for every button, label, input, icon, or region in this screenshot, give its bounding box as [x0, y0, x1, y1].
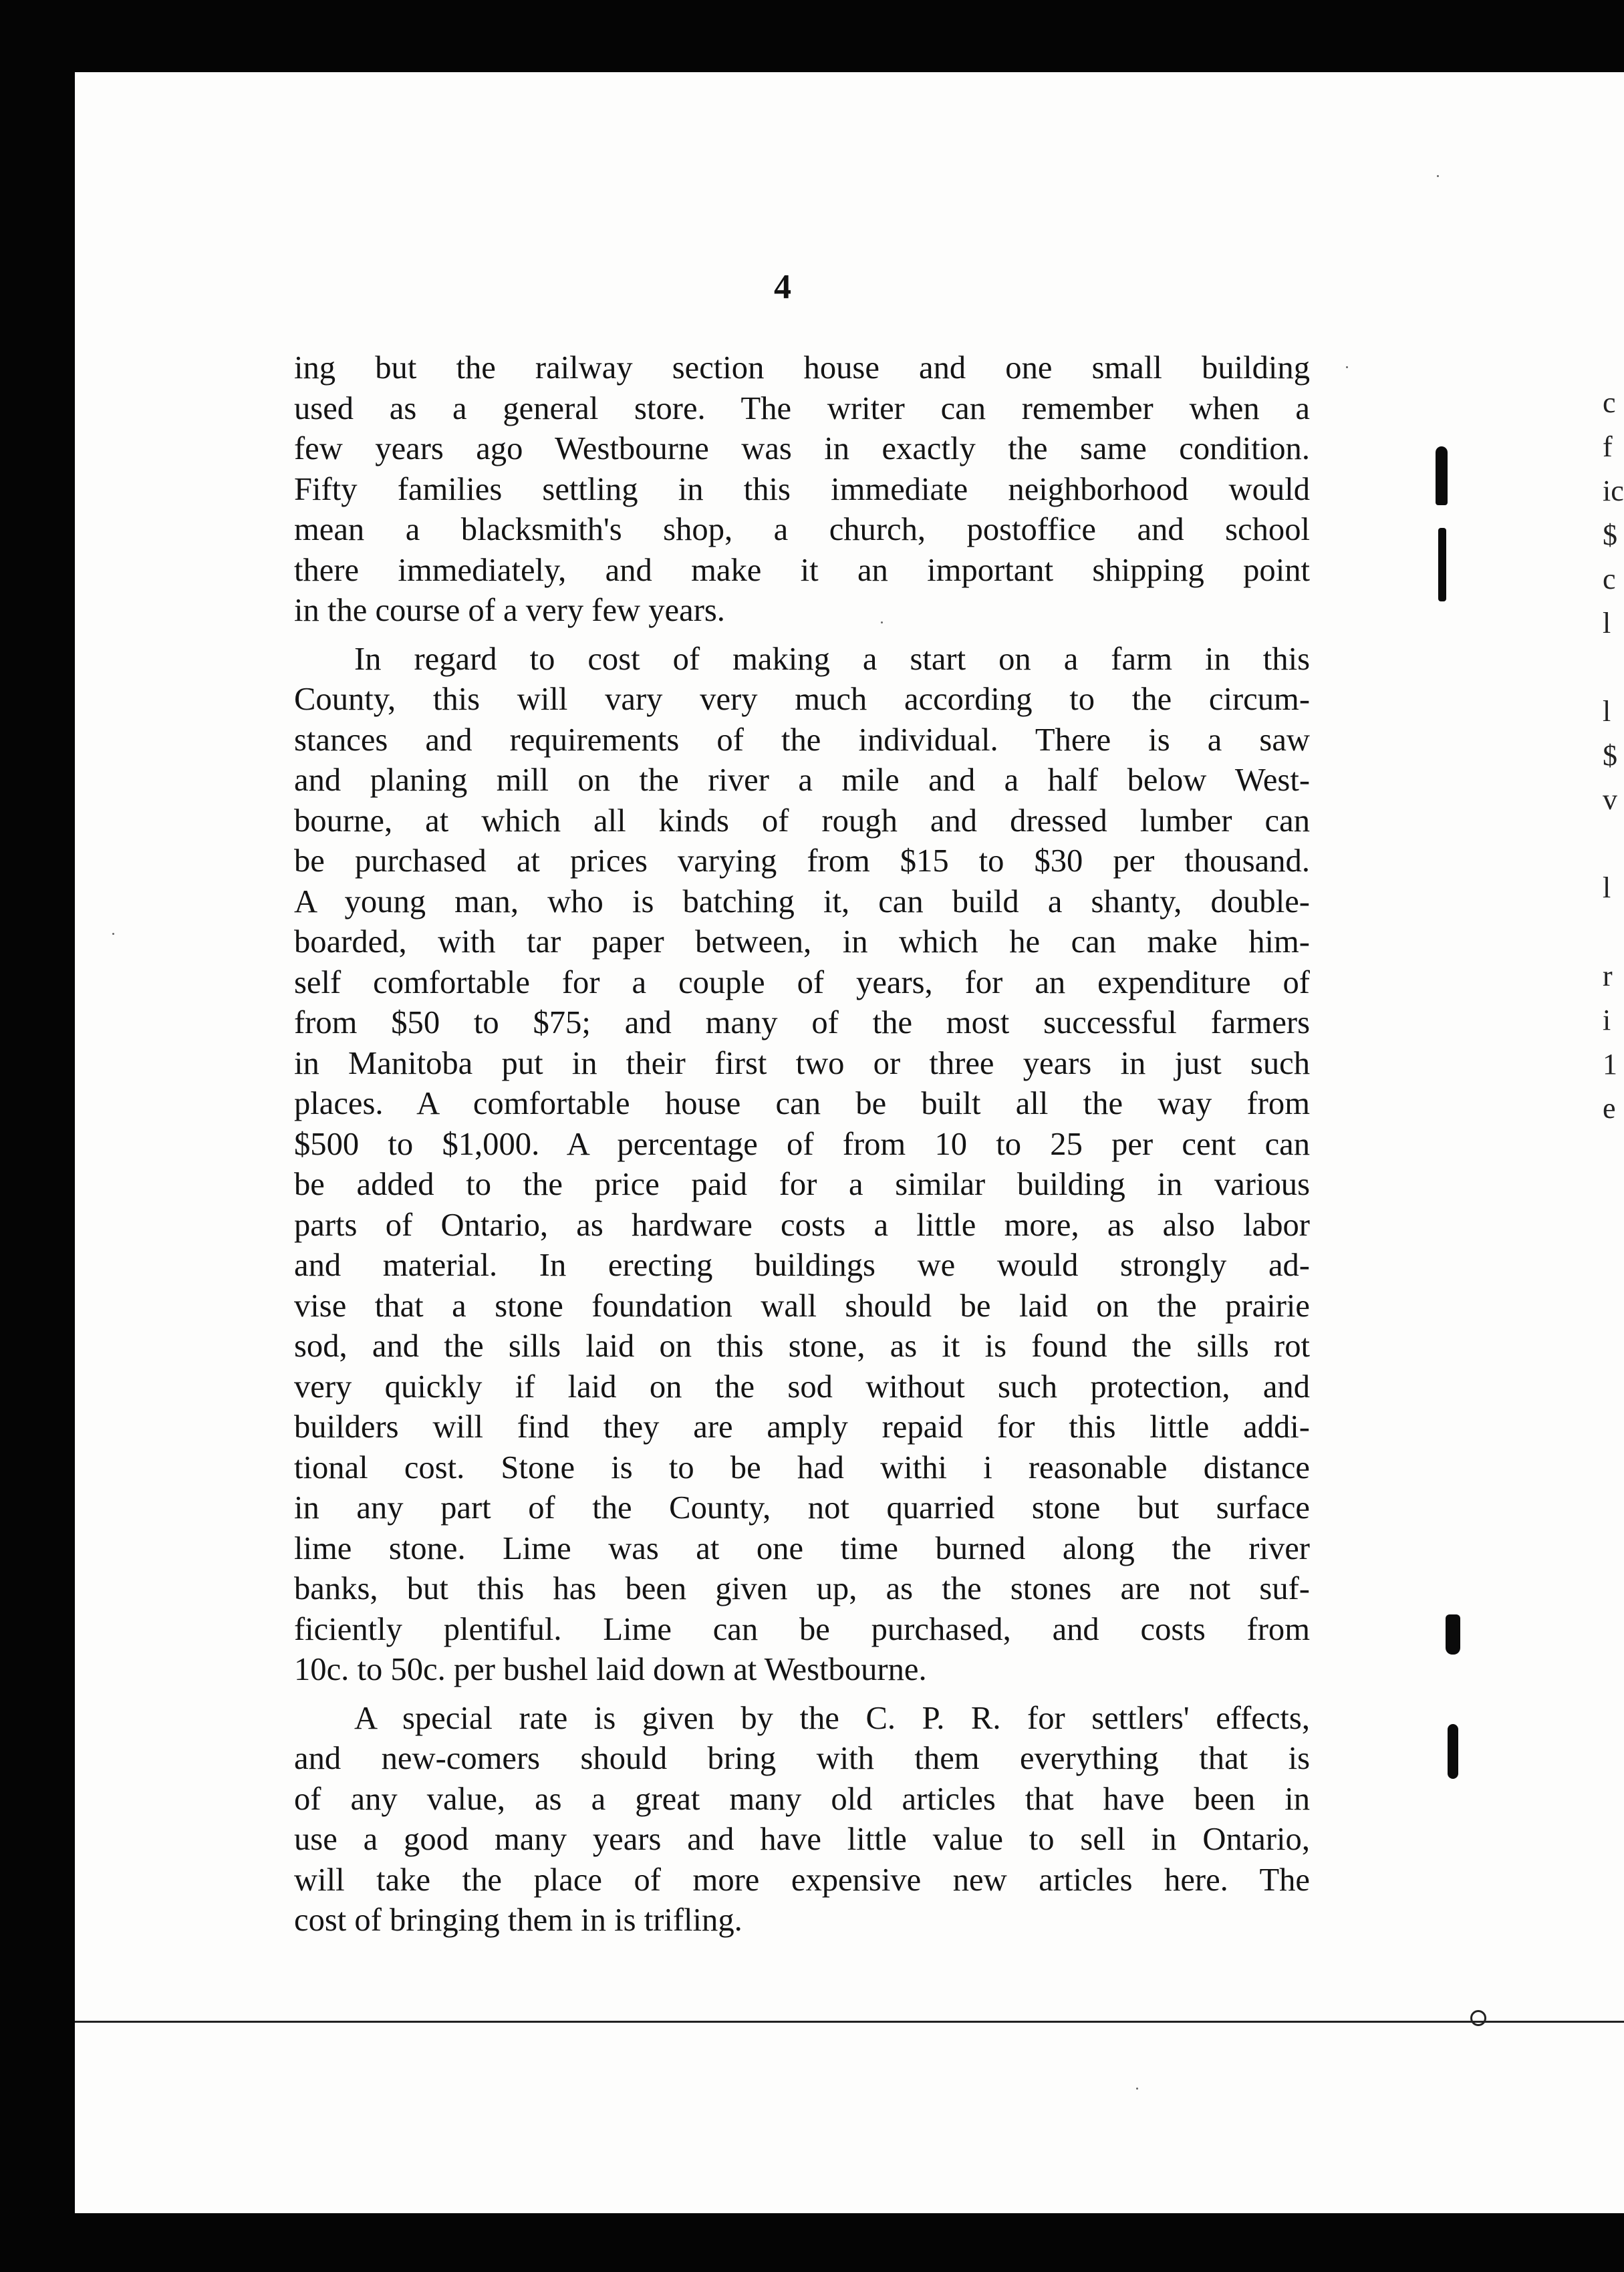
- page-number: 4: [774, 268, 791, 306]
- text-line: parts of Ontario, as hardware costs a little more, as also labor: [294, 1206, 1310, 1243]
- scan-artifact-line: [75, 2021, 1624, 2023]
- text-line: sod, and the sills laid on this stone, as it is found the sills rot: [294, 1328, 1310, 1364]
- text-line: In regard to cost of making a start on a farm in this: [354, 640, 1310, 677]
- speck: [1136, 2088, 1138, 2090]
- margin-fragment: l: [1603, 607, 1611, 640]
- paragraph: [294, 639, 1310, 1690]
- text-line: and new-comers should bring with them everything that is: [294, 1740, 1310, 1776]
- margin-fragment: $: [1603, 519, 1617, 551]
- margin-fragment: c: [1603, 386, 1616, 419]
- margin-fragment: c: [1603, 563, 1616, 595]
- ink-mark: [1448, 1724, 1458, 1779]
- paragraph-gap: [294, 631, 1310, 639]
- punch-hole-mark: [1470, 2010, 1486, 2026]
- adjacent-page-margin-text: [1603, 381, 1624, 1131]
- margin-fragment: [1603, 910, 1624, 954]
- text-line: bourne, at which all kinds of rough and dressed lumber can: [294, 802, 1310, 839]
- text-line: in Manitoba put in their first two or three years in just such: [294, 1044, 1310, 1081]
- margin-fragment: [1603, 822, 1624, 866]
- text-line: boarded, with tar paper between, in which he can make him-: [294, 924, 1310, 960]
- text-line: places. A comfortable house can be built all the way from: [294, 1085, 1310, 1121]
- text-line: County, this will vary very much according to the circum-: [294, 681, 1310, 717]
- margin-fragment: r: [1603, 960, 1613, 992]
- text-line: 10c. to 50c. per bushel laid down at Westbourne.: [294, 1651, 927, 1687]
- text-line: $500 to $1,000. A percentage of from 10 to 25 per cent can: [294, 1125, 1310, 1162]
- margin-fragment: i: [1603, 1004, 1611, 1036]
- text-line: A young man, who is batching it, can build a shanty, double-: [294, 883, 1310, 919]
- text-line: ficiently plentiful. Lime can be purchased, and costs from: [294, 1610, 1310, 1647]
- paragraph-gap: [294, 1690, 1310, 1698]
- margin-fragment: ic: [1603, 474, 1624, 507]
- text-line: lime stone. Lime was at one time burned along the river: [294, 1530, 1310, 1566]
- scan-border-top: [0, 0, 1624, 72]
- ink-mark: [1436, 446, 1448, 505]
- text-line: of any value, as a great many old articles that have been in: [294, 1780, 1310, 1817]
- text-line: self comfortable for a couple of years, for an expenditure of: [294, 964, 1310, 1000]
- speck: [1346, 366, 1348, 368]
- text-line: Fifty families settling in this immediate neighborhood would: [294, 470, 1310, 507]
- text-line: cost of bringing them in is trifling.: [294, 1902, 742, 1938]
- text-line: in the course of a very few years.: [294, 592, 725, 628]
- speck: [881, 621, 883, 623]
- text-line: few years ago Westbourne was in exactly the same condition.: [294, 430, 1310, 466]
- text-line: use a good many years and have little value to sell in Ontario,: [294, 1821, 1310, 1857]
- text-line: A special rate is given by the C. P. R. for settlers' effects,: [354, 1699, 1310, 1736]
- text-line: builders will find they are amply repaid for this little addi-: [294, 1409, 1310, 1445]
- speck: [1437, 175, 1439, 177]
- document-body: [294, 347, 1310, 1941]
- scan-border-left: [0, 0, 75, 2272]
- text-line: be purchased at prices varying from $15 to $30 per thousand.: [294, 843, 1310, 879]
- text-line: be added to the price paid for a similar building in various: [294, 1166, 1310, 1202]
- text-line: ing but the railway section house and one small building: [294, 349, 1310, 386]
- paragraph: [294, 347, 1310, 631]
- text-line: and material. In erecting buildings we would strongly ad-: [294, 1247, 1310, 1283]
- speck: [112, 933, 114, 935]
- ink-mark: [1438, 528, 1446, 601]
- text-line: tional cost. Stone is to be had withi i reasonable distance: [294, 1449, 1310, 1485]
- text-line: banks, but this has been given up, as the stones are not suf-: [294, 1570, 1310, 1606]
- text-line: there immediately, and make it an important shipping point: [294, 551, 1310, 588]
- scan-border-bottom: [0, 2213, 1624, 2272]
- paragraph: [294, 1698, 1310, 1941]
- margin-fragment: 1: [1603, 1048, 1617, 1081]
- text-line: from $50 to $75; and many of the most successful farmers: [294, 1004, 1310, 1040]
- margin-fragment: v: [1603, 783, 1617, 816]
- margin-fragment: l: [1603, 871, 1611, 904]
- text-line: stances and requirements of the individual. There is a saw: [294, 721, 1310, 758]
- text-line: used as a general store. The writer can remember when a: [294, 390, 1310, 426]
- text-line: very quickly if laid on the sod without such protection, and: [294, 1368, 1310, 1405]
- ink-mark: [1446, 1614, 1460, 1655]
- text-line: in any part of the County, not quarried stone but surface: [294, 1489, 1310, 1526]
- margin-fragment: l: [1603, 695, 1611, 728]
- margin-fragment: f: [1603, 430, 1613, 463]
- text-line: will take the place of more expensive new articles here. The: [294, 1861, 1310, 1898]
- text-line: and planing mill on the river a mile and a half below West-: [294, 762, 1310, 798]
- text-line: mean a blacksmith's shop, a church, postoffice and school: [294, 511, 1310, 547]
- text-line: vise that a stone foundation wall should be laid on the prairie: [294, 1287, 1310, 1324]
- margin-fragment: [1603, 646, 1624, 690]
- margin-fragment: e: [1603, 1092, 1616, 1125]
- margin-fragment: $: [1603, 739, 1617, 772]
